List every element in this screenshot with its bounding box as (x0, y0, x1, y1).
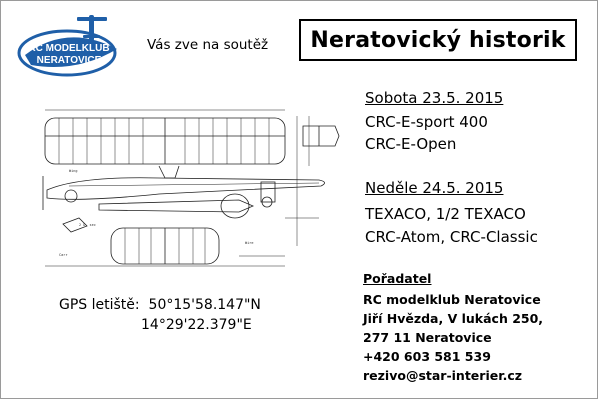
logo-line1: RC MODELKLUB (28, 43, 110, 54)
day2-event-2: CRC-Atom, CRC-Classic (365, 228, 538, 246)
gps-longitude: 14°29'22.379"E (141, 317, 252, 333)
day1-event-2: CRC-E-Open (365, 135, 457, 153)
gps-label: GPS letiště: (59, 297, 140, 313)
organizer-line-2: Jiří Hvězda, V lukách 250, (363, 311, 544, 326)
day2-label: Neděle 24.5. 2015 (365, 179, 504, 197)
svg-text:Wing: Wing (69, 169, 78, 173)
day1-label: Sobota 23.5. 2015 (365, 89, 504, 107)
organizer-phone: +420 603 581 539 (363, 349, 491, 364)
day2-event-1: TEXACO, 1/2 TEXACO (365, 205, 526, 223)
svg-text:2 D. sec: 2 D. sec (79, 223, 96, 227)
organizer-heading: Pořadatel (363, 271, 432, 286)
invite-text: Vás zve na soutěž (147, 37, 269, 53)
svg-text:Carr: Carr (59, 253, 68, 257)
organizer-line-3: 277 11 Neratovice (363, 330, 492, 345)
day1-event-1: CRC-E-sport 400 (365, 113, 488, 131)
logo-line2: NERATOVICE (36, 55, 102, 66)
organizer-email: rezivo@star-interier.cz (363, 368, 523, 383)
gps-latitude: 50°15'58.147"N (148, 297, 261, 313)
event-title: Neratovický historik (299, 19, 577, 61)
airplane-blueprint-drawing (39, 106, 345, 276)
club-logo (17, 13, 127, 79)
organizer-line-1: RC modelklub Neratovice (363, 292, 541, 307)
svg-text:Wire: Wire (245, 241, 254, 245)
gps-block (59, 295, 261, 335)
